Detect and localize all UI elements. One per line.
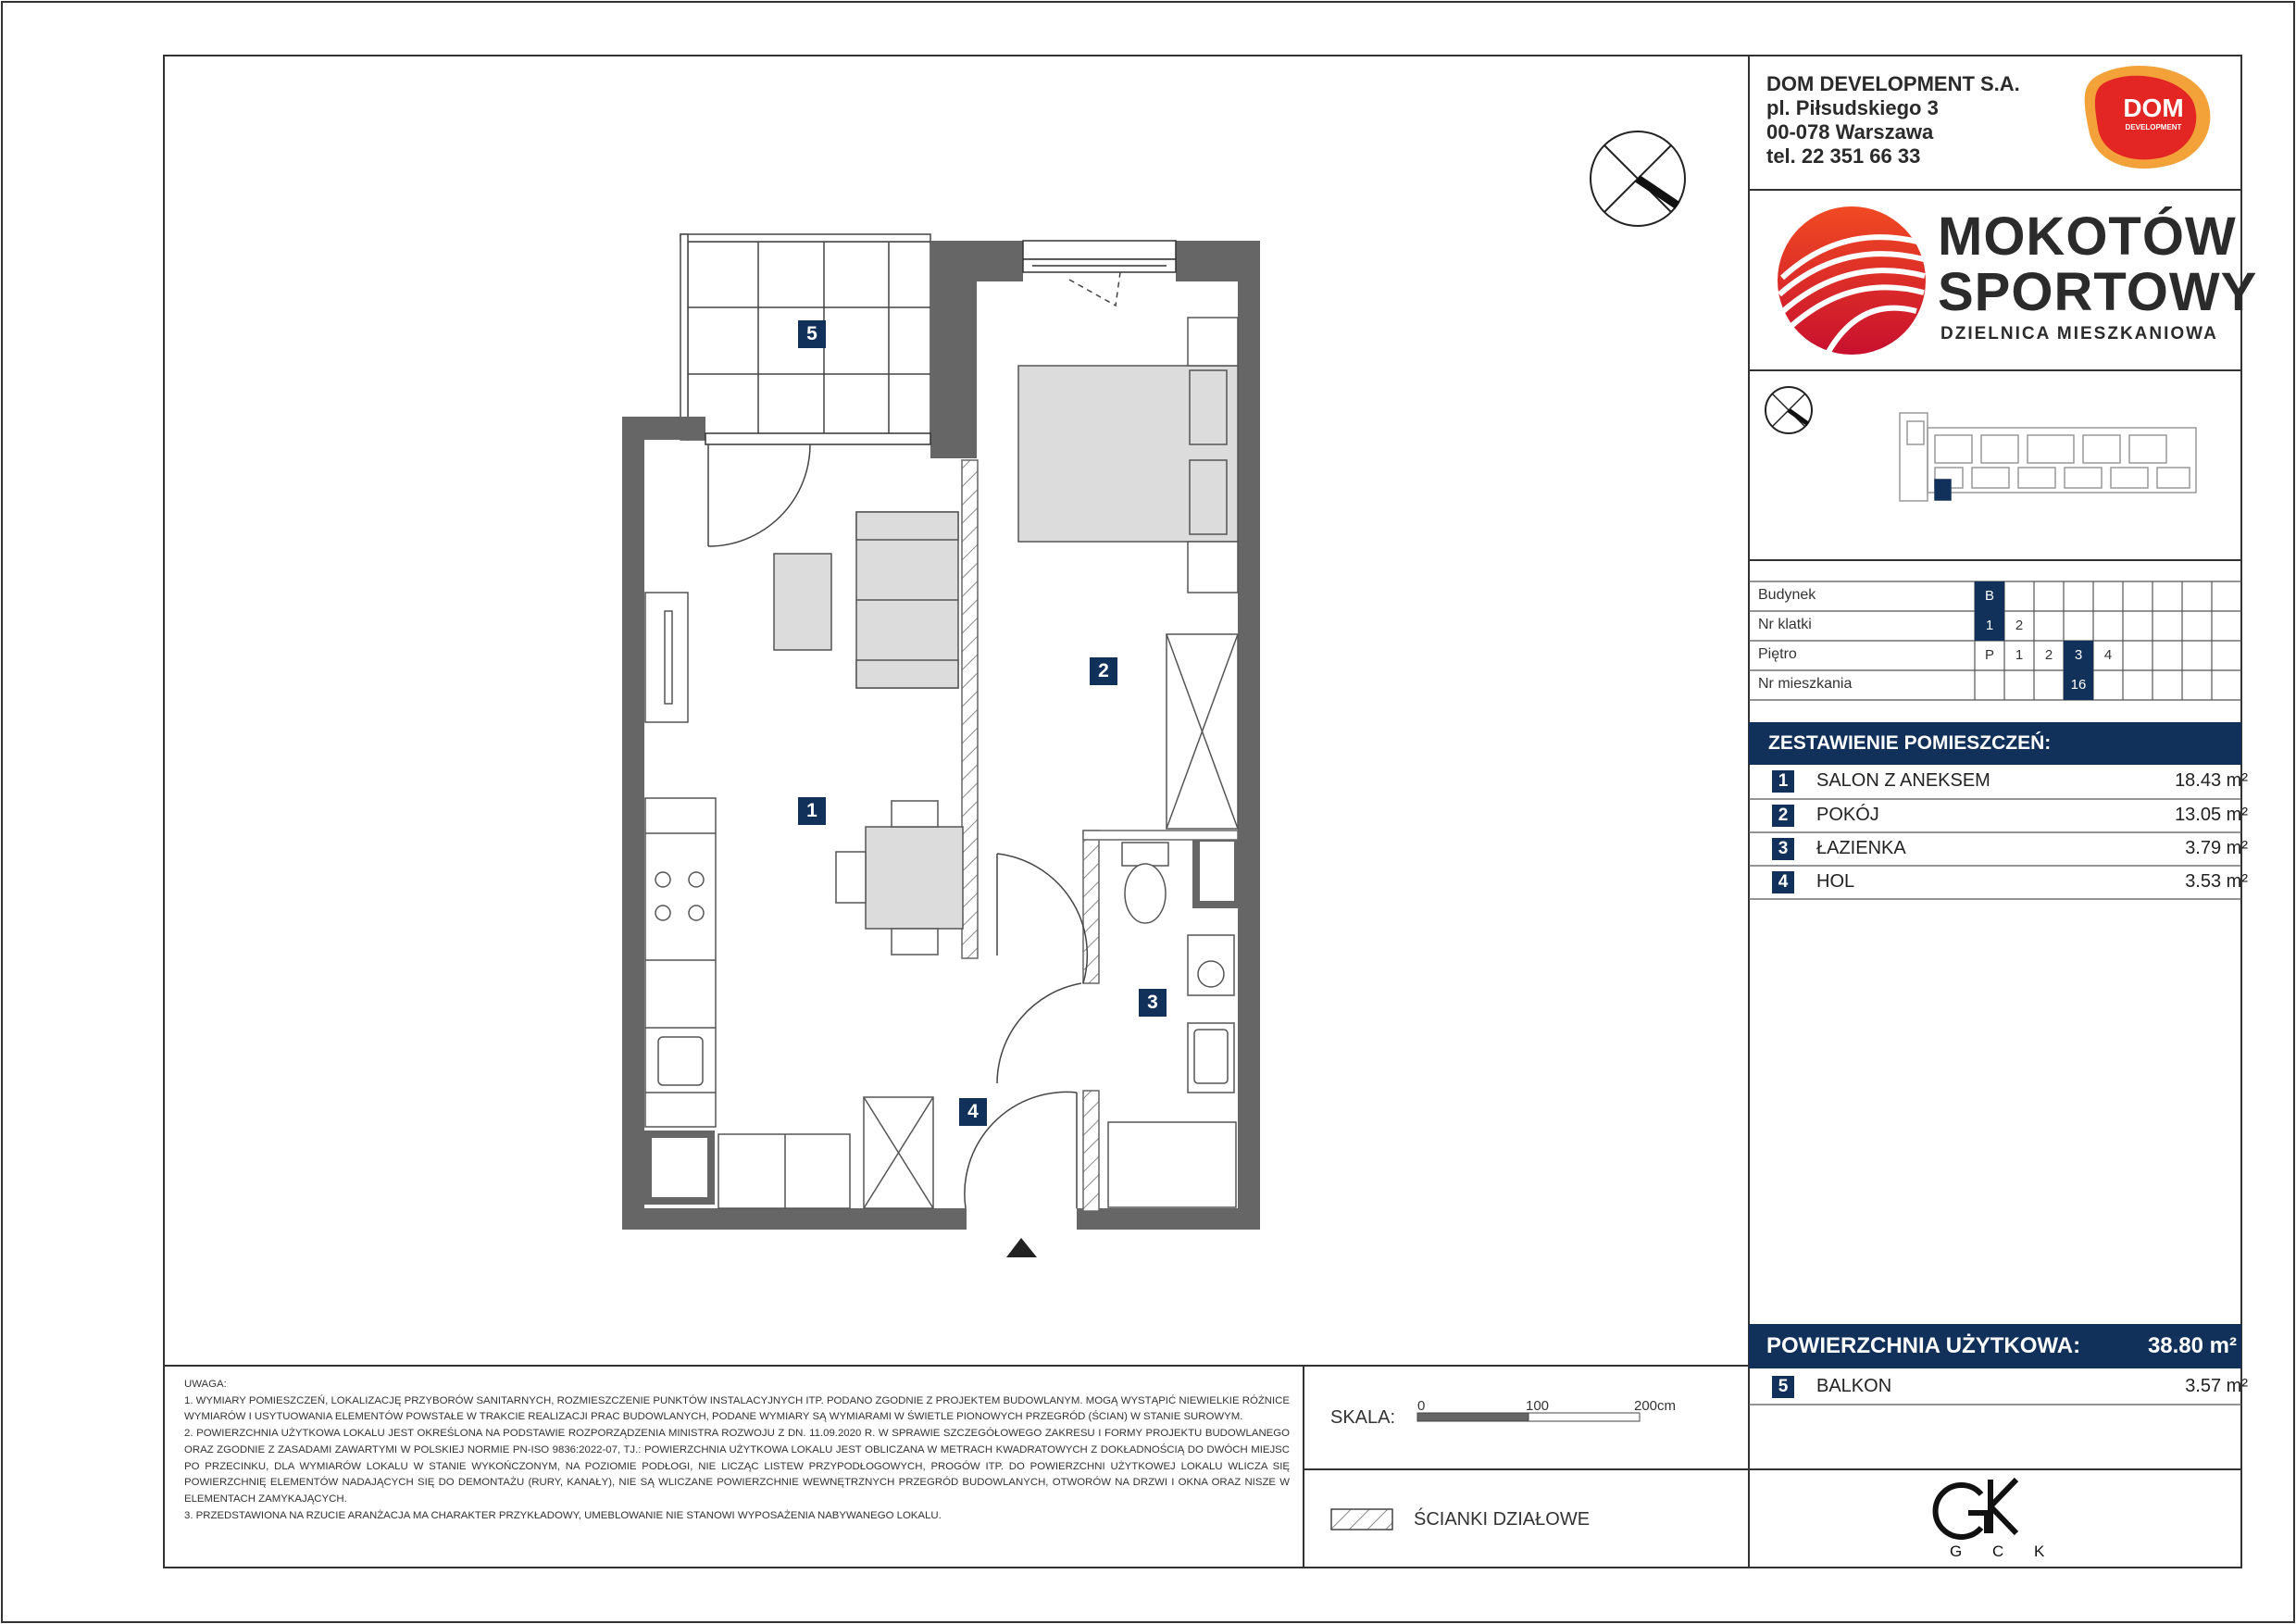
- floor-value-p: P: [1984, 647, 1994, 663]
- staircase-value-1: 1: [1985, 618, 1994, 633]
- balcony-num: 5: [1772, 1376, 1794, 1398]
- floor-value-2: 2: [2044, 647, 2053, 663]
- apartment-number: 16: [2070, 677, 2087, 693]
- project-name-line2: SPORTOWY: [1938, 262, 2258, 322]
- project-tagline: DZIELNICA MIESZKANIOWA: [1940, 324, 2218, 344]
- plan-label-2: 2: [1090, 657, 1117, 685]
- room-name-2: POKÓJ: [1816, 805, 1879, 825]
- apartment-floor-plan: [622, 234, 1260, 1257]
- room-area-1: 18.43 m²: [2175, 770, 2248, 791]
- gck-logo: [1936, 1480, 2016, 1537]
- note-3: 3. PRZEDSTAWIONA NA RZUCIE ARANŻACJA MA CHARAKTER PRZYKŁADOWY, UMEBLOWANIE NIE STANOWI WYPOSAŻENIA NABYWANEGO LOKALU.: [184, 1509, 942, 1521]
- entrance-arrow-icon: [1006, 1238, 1037, 1257]
- notes-block: [184, 1377, 1290, 1524]
- plan-label-1: 1: [798, 797, 826, 825]
- floor-value-1: 1: [2015, 647, 2024, 663]
- room-area-2: 13.05 m²: [2175, 805, 2248, 825]
- balcony-area: 3.57 m²: [2185, 1376, 2248, 1396]
- gck-letters: G C K: [1950, 1543, 2058, 1560]
- row-label-building: Budynek: [1758, 587, 1816, 603]
- staircase-value-2: 2: [2015, 618, 2024, 633]
- company-city: 00-078 Warszawa: [1766, 120, 1934, 144]
- room-area-4: 3.53 m²: [2185, 871, 2248, 892]
- small-compass-icon: [1766, 387, 1812, 433]
- plan-label-5: 5: [798, 320, 826, 348]
- notes-title: UWAGA:: [184, 1379, 227, 1390]
- mokotow-sportowy-logo: [1778, 206, 1926, 355]
- room-area-3: 3.79 m²: [2185, 838, 2248, 858]
- scale-label: SKALA:: [1330, 1407, 1396, 1428]
- note-2: 2. POWIERZCHNIA UŻYTKOWA LOKALU JEST OKREŚLONA NA PODSTAWIE ROZPORZĄDZENIA MINISTRA ROZWOJU Z DN. 11.09.2020 R. W SPRAWIE SZCZEGÓŁOWEGO ZAKRESU I FORMY PROJEKTU BUDOWLANEGO ORAZ ZGODNIE Z ZASADAMI ZAWARTYMI W POLSKIEJ NORMIE PN-ISO 9836:2022-07, TJ.: POWIERZCHNIA UŻYTKOWA LOKALU JEST OBLICZANA W METRACH KWADRATOWYCH Z DOKŁADNOŚCIĄ DO DWÓCH MIEJSC PO PRZECINKU, DLA WYMIARÓW LOKALU W STANIE WYKOŃCZONYM, NA POZIOMIE PODŁOGI, NIE LICZĄC LISTEW PRZYPODŁOGOWYCH, PROGÓW ITP. DO POWIERZCHNI UŻYTKOWEJ LOKALU WLICZA SIĘ POWIERZCHNIĘ ELEMENTÓW NADAJĄCYCH SIĘ DO DEMONTAŻU (RURY, KANAŁY), NIE SĄ WLICZANE POWIERZCHNIE WEWNĘTRZNYCH PRZEGRÓD BUDOWLANYCH, OTWORÓW NA DRZWI I OKNA ORAZ NISZE W ELEMENTACH ZAMYKAJĄCYCH.: [184, 1428, 1290, 1505]
- room-name-1: SALON Z ANEKSEM: [1816, 770, 1990, 791]
- balcony-name: BALKON: [1816, 1376, 1892, 1396]
- dom-logo-text: DOM: [2123, 94, 2184, 122]
- company-phone: tel. 22 351 66 33: [1766, 144, 1921, 168]
- scale-tick-0: 0: [1417, 1398, 1426, 1414]
- floor-value-3: 3: [2074, 647, 2083, 663]
- company-name: DOM DEVELOPMENT S.A.: [1766, 72, 2020, 95]
- building-value: B: [1984, 588, 1994, 604]
- room-num-1: 1: [1772, 770, 1794, 793]
- scale-bar: [1417, 1413, 1640, 1421]
- row-label-floor: Piętro: [1758, 646, 1797, 662]
- legend-partition-label: ŚCIANKI DZIAŁOWE: [1414, 1509, 1591, 1530]
- dom-logo-subtext: DEVELOPMENT: [2125, 123, 2182, 131]
- north-compass-icon: [1591, 131, 1685, 226]
- partition-legend-swatch: [1331, 1509, 1392, 1530]
- scale-tick-100: 100: [1526, 1398, 1550, 1414]
- usable-area-value: 38.80 m²: [2147, 1333, 2237, 1358]
- project-name-line1: MOKOTÓW: [1938, 206, 2237, 267]
- floor-value-4: 4: [2103, 647, 2113, 663]
- room-num-4: 4: [1772, 871, 1794, 893]
- row-label-apartment: Nr mieszkania: [1758, 676, 1853, 692]
- room-name-4: HOL: [1816, 871, 1855, 892]
- scale-tick-200: 200cm: [1634, 1398, 1677, 1414]
- room-num-3: 3: [1772, 838, 1794, 860]
- key-plan: [1900, 413, 2196, 501]
- usable-area-label: POWIERZCHNIA UŻYTKOWA:: [1766, 1333, 2081, 1358]
- plan-label-4: 4: [959, 1098, 987, 1126]
- room-name-3: ŁAZIENKA: [1816, 838, 1906, 858]
- row-label-staircase: Nr klatki: [1758, 617, 1812, 632]
- note-1: 1. WYMIARY POMIESZCZEŃ, LOKALIZACJĘ PRZYBORÓW SANITARNYCH, ROZMIESZCZENIE PUNKTÓW INSTALACYJNYCH ITP. PODANO ZGODNIE Z PROJEKTEM BUDOWLANYM. MOGĄ WYSTĄPIĆ NIEWIELKIE RÓŻNICE WYMIARÓW I USYTUOWANIA ELEMENTÓW POWSTAŁE W TRAKCIE REALIZACJI PRAC BUDOWLANYCH, PODANE WYMIARY SĄ WYMIARAMI W ŚWIETLE PIONOWYCH PRZEGRÓD (ŚCIAN) W STANIE SUROWYM.: [184, 1394, 1290, 1423]
- plan-label-3: 3: [1139, 989, 1167, 1017]
- company-street: pl. Piłsudskiego 3: [1766, 96, 1939, 119]
- room-num-2: 2: [1772, 805, 1794, 827]
- rooms-title: ZESTAWIENIE POMIESZCZEŃ:: [1768, 732, 2052, 754]
